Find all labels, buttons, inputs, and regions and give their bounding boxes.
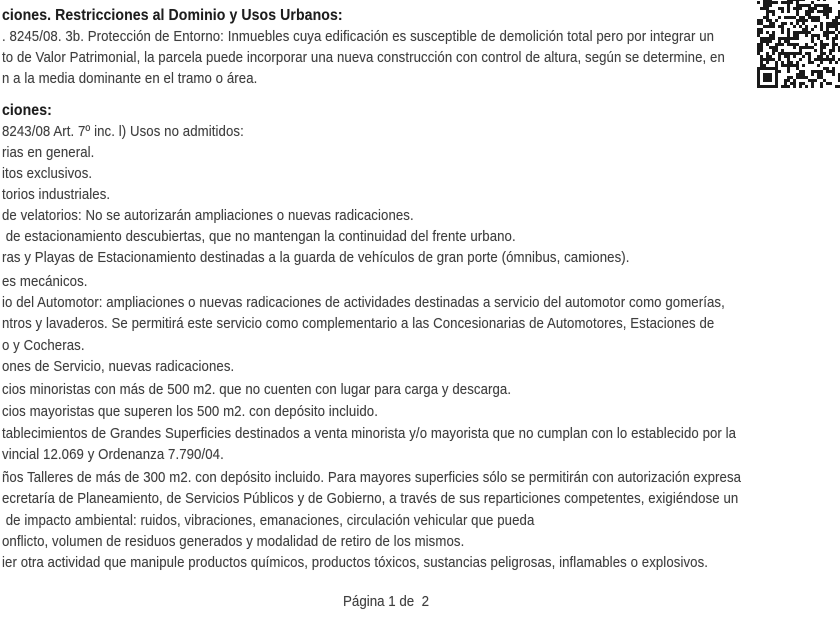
- text-line: onflicto, volumen de residuos generados y modalidad de retiro de los mismos.: [2, 533, 465, 550]
- text-line: itos exclusivos.: [2, 165, 93, 182]
- text-line: ecretaría de Planeamiento, de Servicios Públicos y de Gobierno, a través de sus reparticiones competentes, exigiéndose un: [2, 490, 739, 507]
- text-line: ier otra actividad que manipule productos químicos, productos tóxicos, sustancias peligrosas, inflamables o explosivos.: [2, 554, 709, 571]
- text-line: io del Automotor: ampliaciones o nuevas radicaciones de actividades destinadas a servicio del automotor como gomerías,: [2, 294, 725, 311]
- text-line: de velatorios: No se autorizarán ampliaciones o nuevas radicaciones.: [2, 207, 414, 224]
- text-line: vincial 12.069 y Ordenanza 7.790/04.: [2, 446, 224, 463]
- text-line: o y Cocheras.: [2, 337, 85, 354]
- page-number-footer: Página 1 de 2: [343, 594, 430, 610]
- text-line: tablecimientos de Grandes Superficies destinados a venta minorista y/o mayorista que no cumplan con lo establecido por la: [2, 425, 737, 442]
- text-line: cios mayoristas que superen los 500 m2. con depósito incluido.: [2, 403, 379, 420]
- text-line: de impacto ambiental: ruidos, vibraciones, emanaciones, circulación vehicular que pueda: [2, 512, 535, 529]
- qr-code: [757, 0, 840, 88]
- heading-restricciones: ciones. Restricciones al Dominio y Usos Urbanos:: [2, 7, 343, 24]
- heading-ciones: ciones:: [2, 102, 52, 119]
- text-line: cios minoristas con más de 500 m2. que no cuenten con lugar para carga y descarga.: [2, 381, 512, 398]
- text-line: ños Talleres de más de 300 m2. con depósito incluido. Para mayores superficies sólo se permitirán con autorización expresa: [2, 469, 742, 486]
- text-line: es mecánicos.: [2, 273, 88, 290]
- text-line: to de Valor Patrimonial, la parcela puede incorporar una nueva construcción con control de altura, según se determine, en: [2, 49, 725, 66]
- text-line: ras y Playas de Estacionamiento destinadas a la guarda de vehículos de gran porte (ómnibus, camiones).: [2, 249, 630, 266]
- text-line: . 8245/08. 3b. Protección de Entorno: Inmuebles cuya edificación es susceptible de demolición total pero por integrar un: [2, 28, 715, 45]
- text-line: de estacionamiento descubiertas, que no mantengan la continuidad del frente urbano.: [2, 228, 516, 245]
- text-line: 8243/08 Art. 7º inc. l) Usos no admitidos:: [2, 123, 244, 140]
- text-line: ntros y lavaderos. Se permitirá este servicio como complementario a las Concesionarias de Automotores, Estaciones de: [2, 315, 715, 332]
- text-line: ones de Servicio, nuevas radicaciones.: [2, 358, 235, 375]
- text-line: rias en general.: [2, 144, 95, 161]
- text-line: torios industriales.: [2, 186, 111, 203]
- text-line: n a la media dominante en el tramo o área.: [2, 70, 258, 87]
